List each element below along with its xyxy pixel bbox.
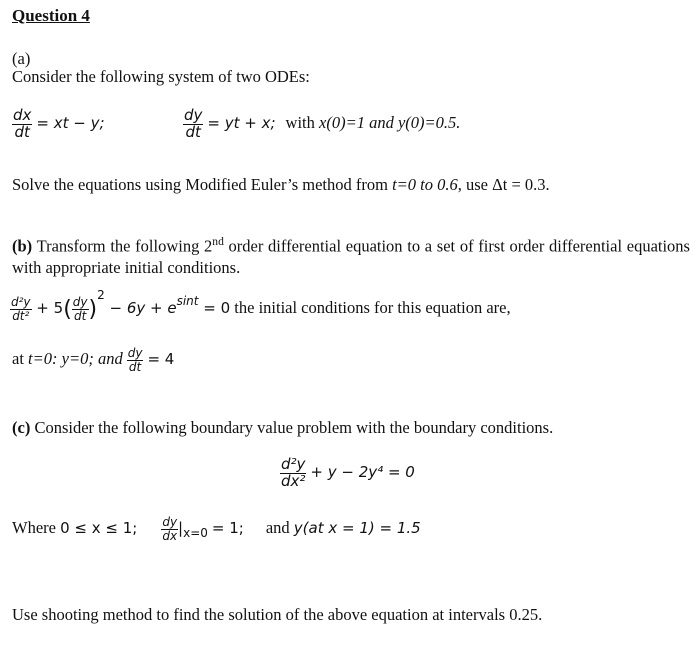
dt-denominator: dt [127, 360, 144, 374]
square-exponent: 2 [97, 288, 105, 302]
conditions-prefix: with [285, 112, 320, 132]
d2y-dx2-fraction [280, 457, 306, 490]
part-b-text-1: Transform the following 2 [32, 236, 213, 256]
d2y-numerator: d²y [281, 455, 306, 473]
question-title: Question 4 [12, 6, 90, 25]
where-prefix: Where [12, 517, 61, 537]
part-b-text [12, 232, 690, 278]
d2y-numerator: d²y [11, 295, 31, 310]
bc-2: y(at x = 1) = 1.5 [293, 518, 421, 537]
part-c-intro: Consider the following boundary value problem with the boundary conditions. [30, 418, 554, 437]
part-c-label: (c) [12, 418, 31, 437]
instruction-prefix: Solve the equations using Modified Euler’s method from [12, 175, 393, 194]
dt-denominator: dt [72, 309, 89, 323]
dy-numerator: dy [127, 346, 143, 360]
part-a-intro: Consider the following system of two ODEs: [12, 67, 310, 86]
dt-denominator: dt [183, 124, 203, 141]
part-c-text [12, 418, 553, 438]
ic-lead-text: the initial conditions for this equation are, [230, 298, 511, 317]
ic-values: t=0: y=0; and [28, 348, 123, 368]
ode-middle-terms: − 6y + e [104, 299, 177, 317]
part-a-label: (a) [12, 49, 31, 68]
dy-numerator: dy [72, 295, 88, 310]
second-order-ode [10, 288, 511, 322]
dx-dt-fraction [12, 108, 32, 141]
ode-2-rhs: = yt + x; [207, 113, 276, 132]
plus-five: + 5 [31, 299, 64, 317]
exp-sint: sint [176, 294, 199, 308]
dy-dt-fraction [183, 108, 203, 141]
dy-dt-ic-fraction [127, 347, 144, 373]
dy-numerator: dy [184, 106, 203, 124]
ode-1-rhs: = xt − y; [36, 113, 105, 132]
dx-numerator: dx [13, 106, 32, 124]
eval-subscript: x=0 [183, 525, 208, 540]
close-paren: ) [88, 296, 98, 322]
bvp-rhs: + y − 2y⁴ = 0 [310, 462, 415, 481]
bc-1-value: = 1; [211, 518, 244, 537]
d2y-dt2-fraction [10, 296, 32, 322]
instruction-range: t=0 to 0.6 [392, 175, 458, 194]
dy-dt-fraction-b [72, 296, 89, 322]
boundary-conditions [12, 516, 421, 542]
part-b-text-2: order differential equation to a set of first order differential equations with appropriate initial conditions. [12, 236, 690, 277]
domain-range: 0 ≤ x ≤ 1; [60, 518, 138, 537]
equals-zero: = 0 [198, 299, 231, 317]
instruction-suffix: , use Δt = 0.3. [457, 175, 550, 194]
ic-derivative-value: = 4 [147, 349, 175, 368]
and-text: and [265, 517, 294, 537]
dx-denominator: dx [162, 528, 178, 543]
part-a-instruction [12, 175, 550, 195]
ode-2 [183, 108, 460, 141]
initial-conditions: x(0)=1 and y(0)=0.5. [319, 112, 461, 132]
ic-prefix: at [12, 348, 29, 368]
ode-1 [12, 108, 105, 141]
dt-denominator: dt [12, 124, 32, 141]
dt2-denominator: dt² [10, 309, 32, 323]
eval-bar: | [178, 518, 184, 537]
part-c-final: Use shooting method to find the solution of the above equation at intervals 0.25. [12, 605, 543, 624]
dy-dx-fraction [161, 516, 178, 542]
bvp-equation [280, 457, 415, 490]
initial-conditions-b [12, 347, 174, 373]
dy-numerator: dy [162, 515, 178, 529]
part-b-label: (b) [12, 236, 33, 256]
dx2-denominator: dx² [281, 471, 306, 490]
ordinal-sup: nd [212, 236, 224, 248]
open-paren: ( [63, 296, 72, 322]
